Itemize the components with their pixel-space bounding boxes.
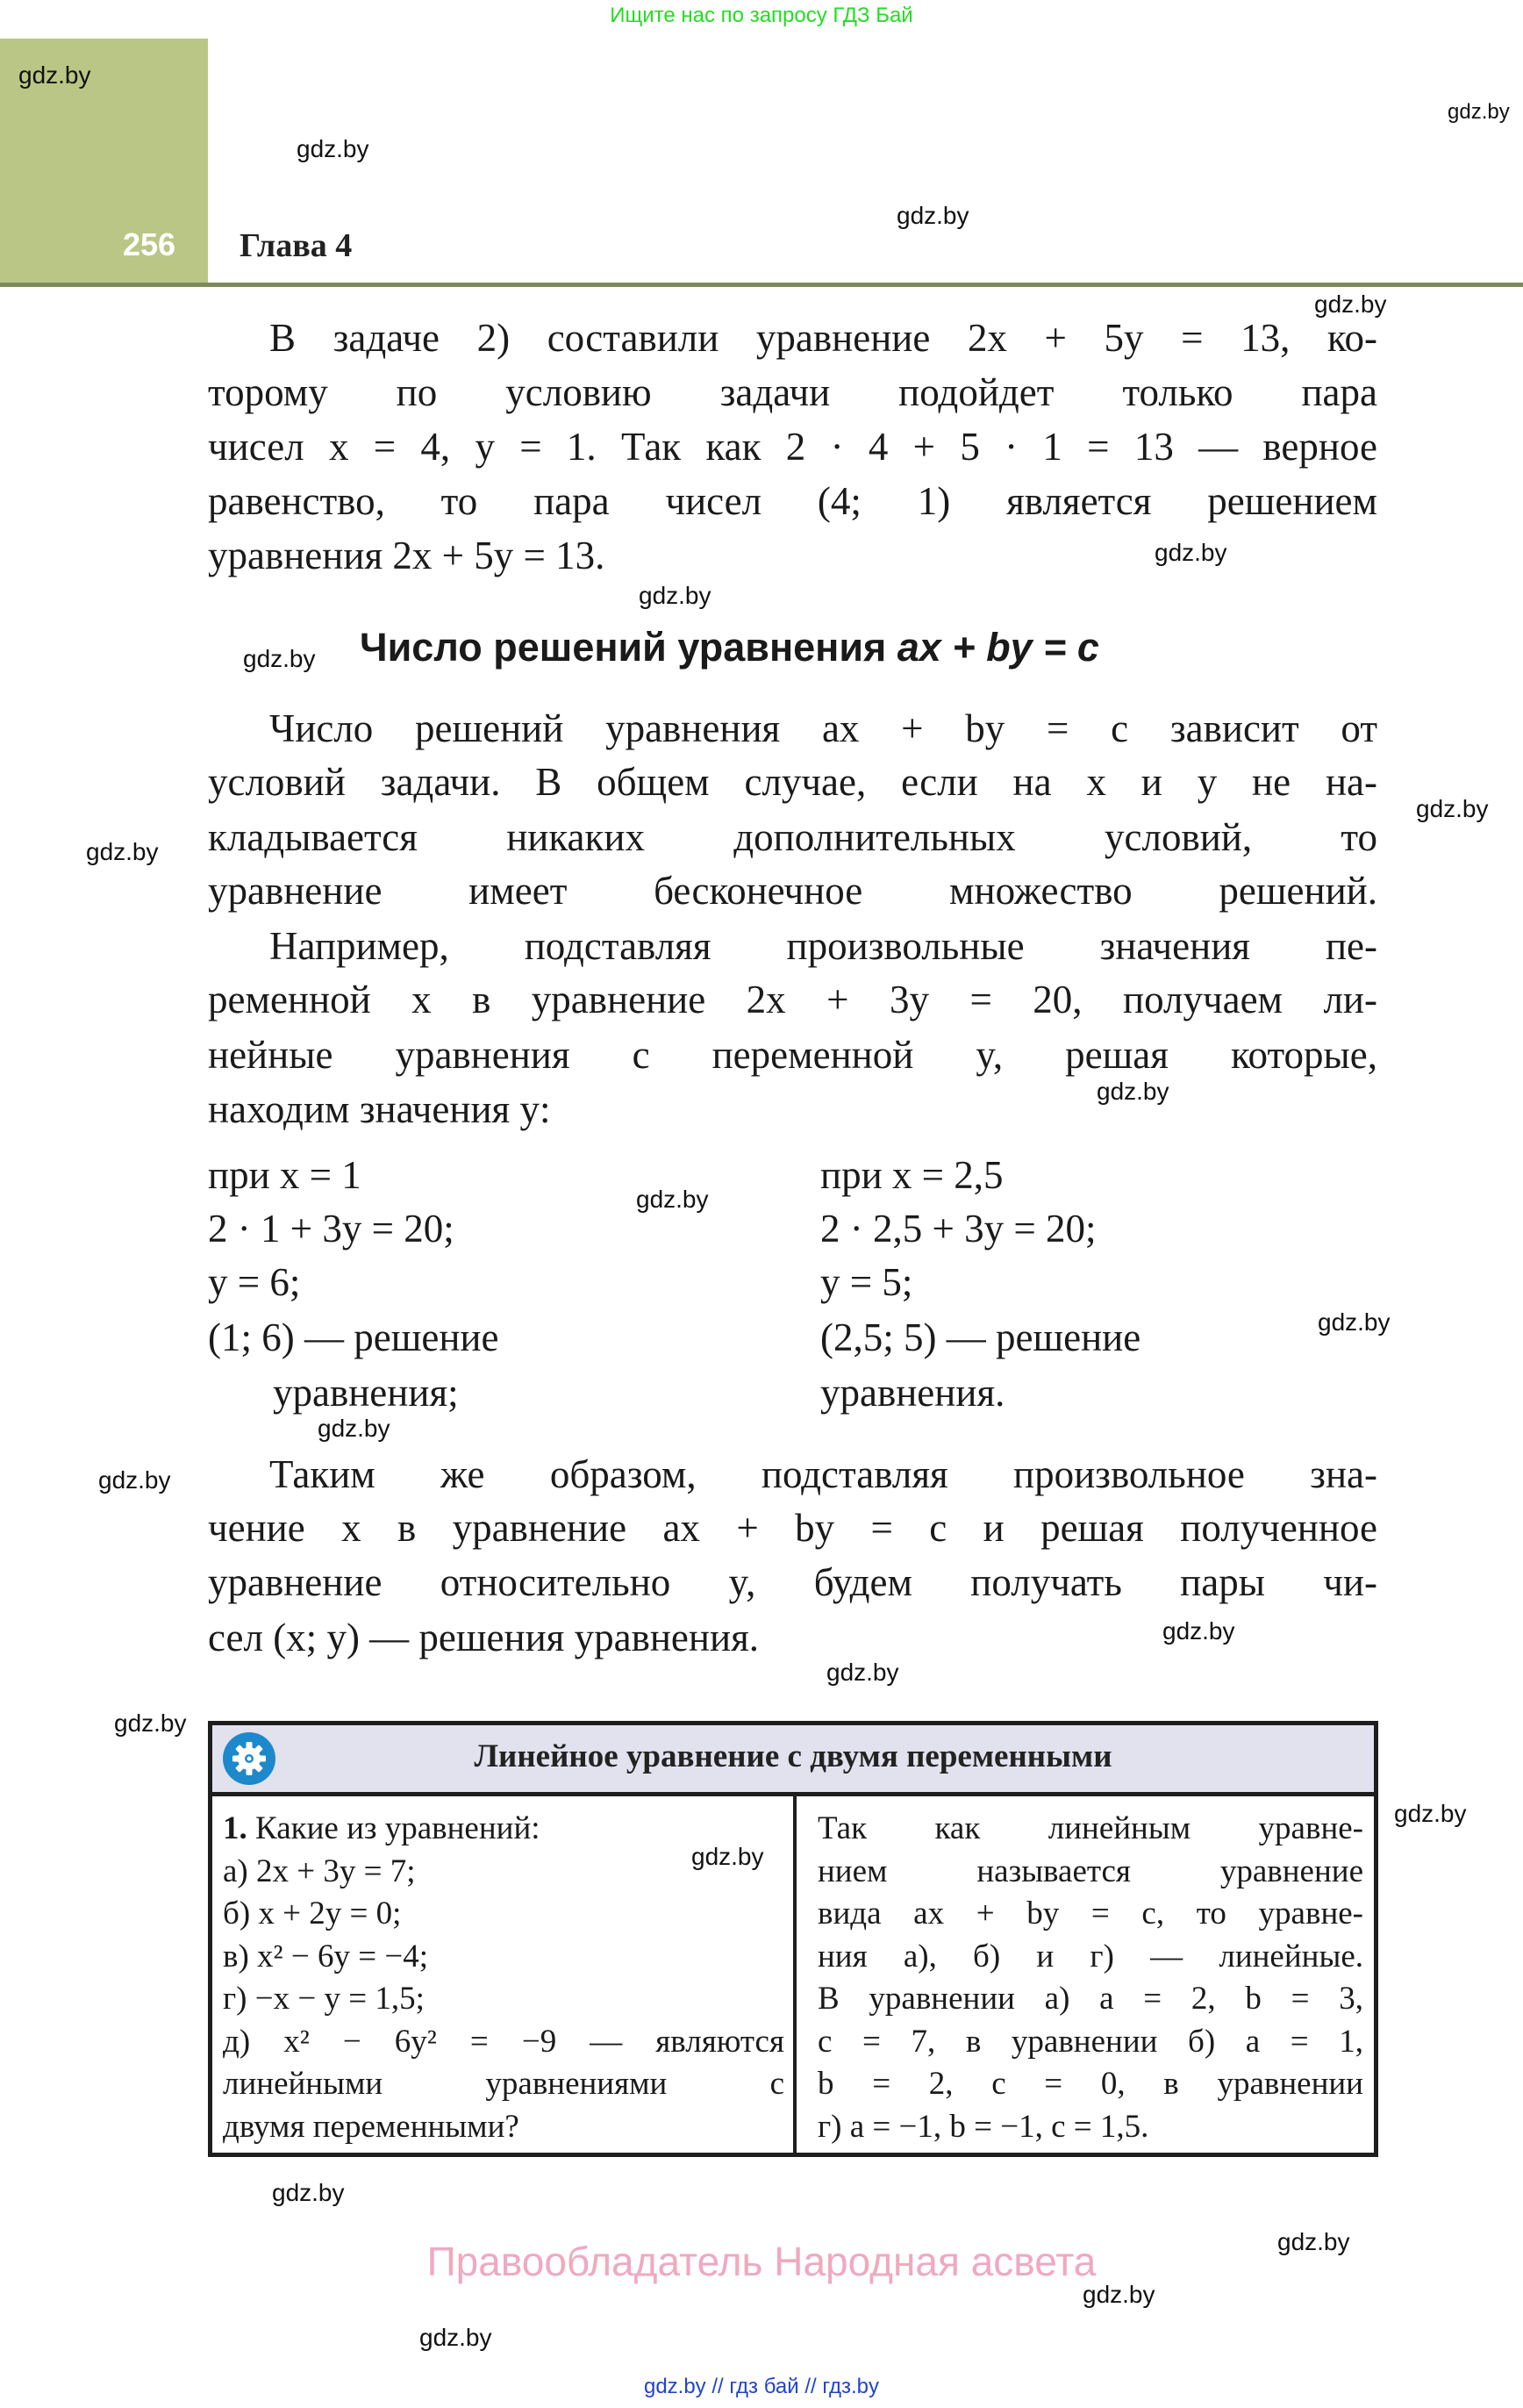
text-line: равенство, то пара чисел (4; 1) является решением (208, 479, 1377, 523)
box-title: Линейное уравнение с двумя переменными (474, 1738, 1112, 1774)
watermark: gdz.by (98, 1466, 171, 1494)
answer-line: вида ax + by = c, то уравне- (818, 1896, 1363, 1931)
watermark: gdz.by (297, 135, 369, 162)
watermark: gdz.by (1083, 2281, 1155, 2308)
example-line: (1; 6) — решение (208, 1315, 499, 1359)
text-line: Число решений уравнения ax + by = c зависит от (269, 706, 1377, 750)
text-line: условий задачи. В общем случае, если на x и y не на- (208, 760, 1377, 804)
answer-line: c = 7, в уравнении б) a = 1, (818, 2023, 1363, 2060)
text-line: уравнения 2x + 5y = 13. (208, 534, 605, 577)
watermark: gdz.by (86, 838, 159, 865)
watermark: gdz.by (1318, 1308, 1391, 1336)
copyright-notice: Правообладатель Народная асвета (426, 2239, 1097, 2284)
text-line: В задаче 2) составили уравнение 2x + 5y = 13, ко- (269, 316, 1377, 360)
footer-links[interactable]: gdz.by // гдз бай // гдз.by (643, 2375, 880, 2398)
watermark: gdz.by (639, 582, 711, 609)
watermark: gdz.by (1448, 100, 1510, 124)
section-heading (360, 625, 1099, 670)
text-line: нейные уравнения с переменной y, решая которые, (208, 1033, 1377, 1077)
answer-line: b = 2, c = 0, в уравнении (818, 2066, 1363, 2102)
example-line: y = 5; (820, 1260, 913, 1304)
watermark: gdz.by (1097, 1078, 1169, 1105)
header-divider (0, 283, 1523, 287)
text-line: сел (x; y) — решения уравнения. (208, 1616, 760, 1659)
chapter-title: Глава 4 (240, 227, 353, 264)
question-line: линейными уравнениями с (223, 2066, 784, 2102)
question-line: г) −x − y = 1,5; (223, 1981, 425, 2017)
answer-line: г) a = −1, b = −1, c = 1,5. (818, 2108, 1149, 2145)
text-line: Таким же образом, подставляя произвольное зна- (269, 1452, 1377, 1496)
answer-line: В уравнении а) a = 2, b = 3, (818, 1981, 1363, 2017)
watermark: gdz.by (114, 1709, 187, 1737)
text-line: кладывается никаких дополнительных условий, то (208, 815, 1377, 859)
answer-line: нием называется уравнение (818, 1853, 1363, 1889)
text-line: Например, подставляя произвольные значения пе- (269, 924, 1377, 968)
example-line: 2 · 2,5 + 3y = 20; (820, 1207, 1097, 1251)
text-line: чисел x = 4, y = 1. Так как 2 · 4 + 5 · 1 = 13 — верное (208, 425, 1377, 469)
heading-formula: ax + by = c (897, 625, 1099, 670)
question-text: Какие из уравнений: (255, 1810, 540, 1846)
answer-line: Так как линейным уравне- (818, 1810, 1363, 1846)
box-header (212, 1725, 1374, 1796)
watermark: gdz.by (243, 645, 316, 672)
watermark: gdz.by (897, 202, 969, 229)
text-line: находим значения y: (208, 1087, 551, 1131)
text-line: торому по условию задачи подойдет только пара (208, 370, 1377, 414)
example-line: y = 6; (208, 1260, 301, 1304)
example-line: уравнения. (820, 1371, 1005, 1415)
question-line: б) x + 2y = 0; (223, 1896, 402, 1931)
question-line: двумя переменными? (223, 2108, 519, 2145)
column-divider (793, 1792, 797, 2153)
example-line: 2 · 1 + 3y = 20; (208, 1207, 454, 1251)
watermark: gdz.by (419, 2324, 492, 2351)
text-line: чение x в уравнение ax + by = c и решая полученное (208, 1506, 1377, 1550)
watermark: gdz.by (1162, 1617, 1235, 1645)
example-line: (2,5; 5) — решение (820, 1315, 1141, 1359)
watermark: gdz.by (691, 1843, 764, 1870)
answer-line: ния а), б) и г) — линейные. (818, 1938, 1363, 1974)
example-box (208, 1721, 1378, 2157)
watermark: gdz.by (1416, 795, 1489, 822)
question-line: а) 2x + 3y = 7; (223, 1853, 416, 1889)
watermark: gdz.by (272, 2179, 345, 2206)
watermark: gdz.by (1314, 290, 1387, 318)
heading-text: Число решений уравнения (360, 625, 897, 670)
example-line: при x = 1 (208, 1153, 361, 1197)
example-line: при x = 2,5 (820, 1153, 1004, 1197)
watermark: gdz.by (318, 1415, 390, 1442)
watermark: gdz.by (1277, 2228, 1350, 2255)
watermark: gdz.by (636, 1186, 709, 1213)
watermark: gdz.by (826, 1659, 899, 1686)
text-line: ременной x в уравнение 2x + 3y = 20, получаем ли- (208, 978, 1377, 1021)
example-line: уравнения; (273, 1371, 459, 1415)
watermark: gdz.by (1394, 1800, 1467, 1827)
question-number: 1. (223, 1810, 247, 1846)
watermark: gdz.by (18, 61, 91, 89)
watermark: gdz.by (1155, 539, 1227, 566)
question-line: д) x² − 6y² = −9 — являются (223, 2023, 784, 2060)
text-line: уравнение относительно y, будем получать пары чи- (208, 1560, 1377, 1604)
text-line: уравнение имеет бесконечное множество решений. (208, 869, 1377, 913)
answer-cell (818, 1808, 1363, 2148)
question-line: в) x² − 6y = −4; (223, 1938, 429, 1974)
search-banner[interactable]: Ищите нас по запросу ГДЗ Бай (610, 4, 913, 27)
page-number: 256 (123, 226, 176, 262)
